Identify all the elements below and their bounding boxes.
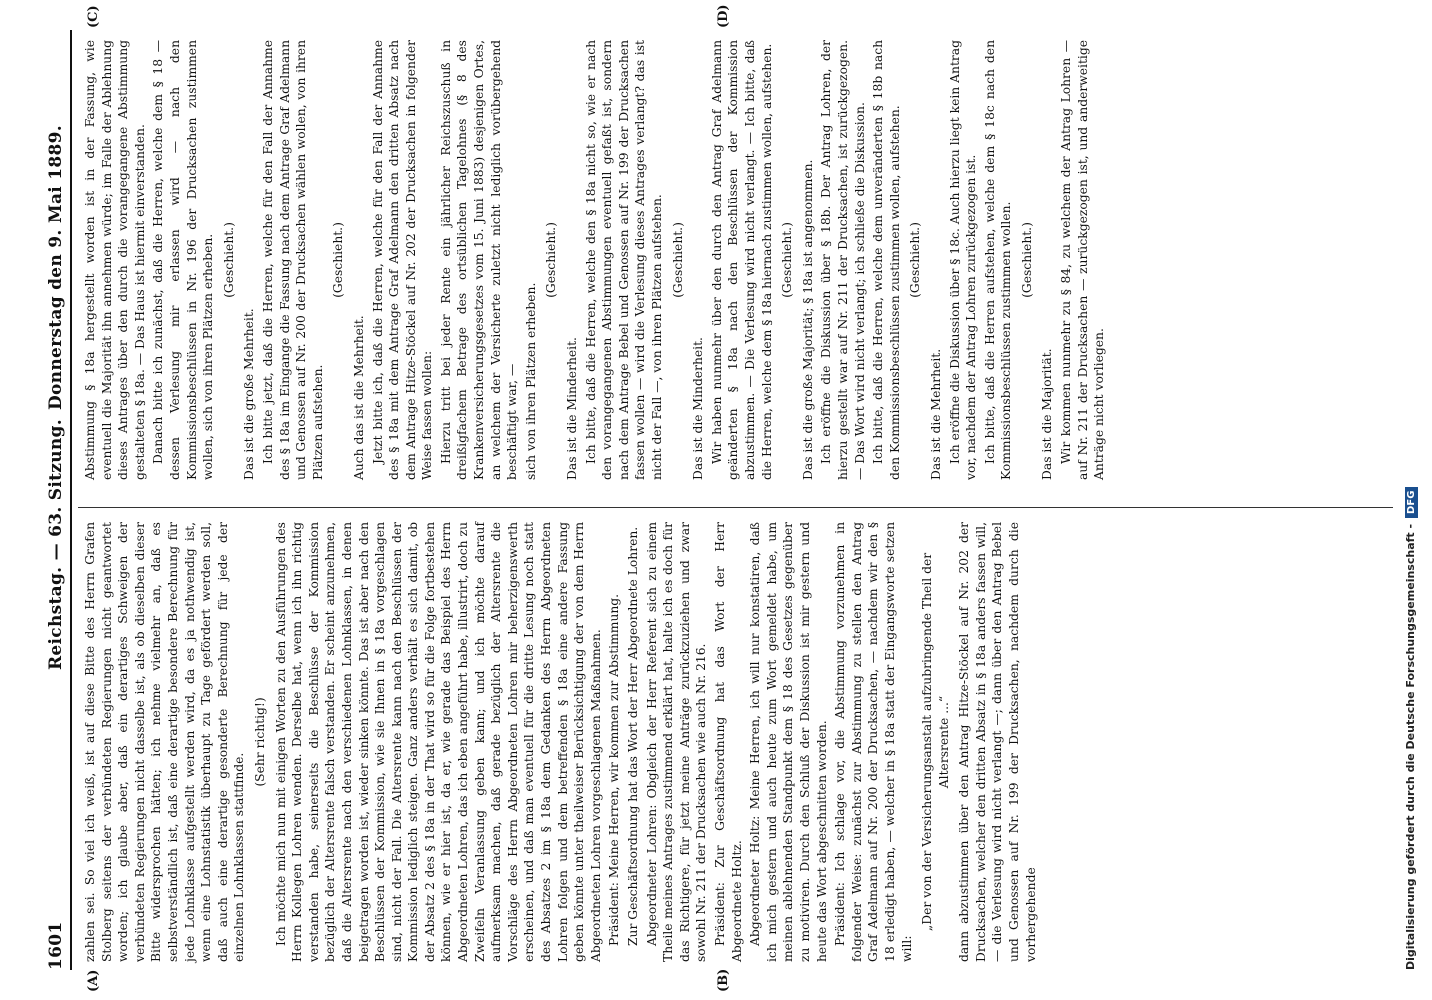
paragraph: Ich bitte, daß die Herren, welche dem unveränderten § 18b nach den Kommissionsbeschlüssen zustimmen wollen, aufstehen. (871, 40, 902, 480)
paragraph: Auch das ist die Mehrheit. (351, 315, 366, 480)
interjection: (Geschieht.) (908, 222, 923, 298)
interjection: (Geschieht.) (544, 222, 559, 298)
margin-marker-b: (B) (716, 968, 731, 992)
paragraph: zahlen sei. So viel ich weiß, ist auf diese Bitte des Herrn Grafen Stolberg seitens der verbündeten Regierungen nicht geantwortet worden; ich glaube aber, daß ein derartiges Schweigen der verbündeten Regierungen nicht dasselbe ist, als ob dieselben dieser Bitte widersprochen hätten; ich nehme vielmehr an, daß es selbstverständlich ist, daß eine derartige besondere Berechnung für jede Lohnklasse aufgestellt werden wird, da es ja nothwendig ist, wenn eine Lohnstatistik überhaupt zu Tage gefördert werden soll, daß auch eine derartige gesonderte Berechnung für jede der einzelnen Lohnklassen stattfinde. (83, 522, 247, 962)
paragraph: Ich bitte jetzt, daß die Herren, welche für den Fall der Annahme des § 18a im Eingange die Fassung nach dem Antrage Graf Adelmann und Genossen auf Nr. 200 der Drucksachen wählen wollen, von ihren Plätzen aufstehen. (260, 40, 325, 480)
paragraph: Abstimmung § 18a hergestellt worden ist in der Fassung, wie eventuell die Majorität ihn annehmen würde; im Falle der Ablehnung dieses Antrages über den durch die vorangegangene Abstimmung gestalteten § 18a. — Das Haus ist hiermit einverstanden. (83, 40, 147, 480)
paragraph: Ich bitte, daß die Herren, welche den § 18a nicht so, wie er nach den vorangegangenen Abstimmungen eventuell gefaßt ist, sondern nach dem Antrage Bebel und Genossen auf Nr. 199 der Drucksachen fassen wollen — wird die Verlesung dieses Antrages verlangt? das ist nicht der Fall —, von ihren Plätzen aufstehen. (583, 40, 664, 480)
paragraph: Ich eröffne die Diskussion über § 18b. Der Antrag Lohren, der hierzu gestellt war auf Nr. 211 der Drucksachen, ist zurückgezogen. — Das Wort wird nicht verlangt; ich schließe die Diskussion. (819, 40, 867, 480)
paragraph: sich von ihren Plätzen erheben. (523, 282, 538, 480)
paragraph: Jetzt bitte ich, daß die Herren, welche für den Fall der Annahme des § 18a mit dem Antrage Graf Adelmann den dritten Absatz nach dem Antrage Hitze-Stöckel auf Nr. 202 der Drucksachen in folgender Weise fassen wollen: (370, 40, 435, 480)
paragraph: Das ist die Majorität. (1040, 348, 1055, 480)
paragraph: Danach bitte ich zunächst, daß die Herren, welche dem § 18 — dessen Verlesung mir erlassen wird — nach den Kommissionsbeschlüssen in Nr. 196 der Drucksachen zustimmen wollen, sich von ihren Plätzen erheben. (151, 40, 216, 480)
paragraph: Das ist die Minderheit. (691, 337, 706, 480)
interjection: (Geschieht.) (670, 222, 685, 298)
paragraph: Ich möchte mich nun mit einigen Worten zu den Ausführungen des Herrn Kollegen Lohren wenden. Derselbe hat, wenn ich ihn richtig verstanden habe, seinerseits die Beschlüsse der Kommission bezüglich der Altersrente falsch verstanden. Er scheint anzunehmen, daß die Altersrente nach den verschiedenen Lohnklassen, in denen beigetragen worden ist, wieder sinken könnte. Das ist aber nach den Beschlüssen der Kommission, wie sie Ihnen in § 18a vorgeschlagen sind, nicht der Fall. Die Altersrente kann nach den Beschlüssen der Kommission lediglich steigen. Ganz anders verhält es sich damit, ob der Absatz 2 des § 18a in der That wird so für die Folge fortbestehen können, wie er hier ist, da er, wie gerade das Beispiel des Herrn Abgeordneten Lohren, das ich eben angeführt habe, illustrirt, doch zu Zweifeln Veranlassung geben kann; und ich möchte darauf aufmerksam machen, daß gerade bezüglich der Altersrente die Vorschläge des Herrn Abgeordneten Lohren mir beherzigenswerth erscheinen, und daß man eventuell für die dritte Lesung noch statt des Absatzes 2 im § 18a dem Gedanken des Herrn Abgeordneten Lohren folgen und dem betreffenden § 18a eine andere Fassung geben könnte unter theilweiser Berücksichtigung der von dem Herrn Abgeordneten Lohren vorgeschlagenen Maßnahmen. (273, 522, 603, 962)
interjection: (Geschieht.) (331, 222, 346, 298)
digitization-credit (1404, 30, 1418, 970)
quotation: „Der von der Versicherungsanstalt aufzubringende Theil der Altersrente ...“ (920, 552, 951, 932)
interjection: (Geschieht.) (1019, 222, 1034, 298)
column-divider (78, 507, 1393, 508)
margin-marker-a: (A) (86, 969, 101, 992)
paragraph: Zur Geschäftsordnung hat das Wort der Herr Abgeordnete Lohren. (626, 526, 640, 946)
quotation: Hierzu tritt bei jeder Rente ein jährlicher Reichszuschuß in dreißigfachem Betrage des ortsüblichen Tagelohnes (§ 8 des Krankenversicherungsgesetzes vom 15. Juni 1883) desjenigen Ortes, an welchem der Versicherte zuletzt nicht lediglich vorübergehend beschäftigt war, — (438, 40, 520, 480)
margin-marker-d: (D) (716, 4, 731, 28)
left-text-column (82, 522, 1041, 962)
page-header-title: Reichstag. — 63. Sitzung. (46, 419, 66, 670)
paragraph: Präsident: Zur Geschäftsordnung hat das Wort der Herr Abgeordnete Holtz. (712, 522, 744, 962)
paragraph: Das ist die Mehrheit. (928, 348, 943, 480)
interjection: (Geschieht.) (780, 222, 795, 298)
interjection: (Sehr richtig!) (252, 697, 267, 787)
paragraph: Das ist die große Mehrheit. (242, 308, 257, 480)
paragraph: Abgeordneter Holtz: Meine Herren, ich will nur konstatiren, daß ich mich gestern und auch heute zum Wort gemeldet habe, um meinen ablehnenden Standpunkt dem § 18 des Gesetzes gegenüber zu motiviren. Durch den Schluß der Diskussion ist mir gestern und heute das Wort abgeschnitten worden. (748, 522, 829, 962)
header-rule (70, 30, 72, 970)
paragraph: Ich bitte, daß die Herren aufstehen, welche dem § 18c nach den Kommissionsbeschlüssen zustimmen wollen. (982, 40, 1014, 480)
paragraph: Präsident: Ich schlage vor, die Abstimmung vorzunehmen in folgender Weise: zunächst zur Abstimmung zu stellen den Antrag Graf Adelmann auf Nr. 200 der Drucksachen, — nachdem wir den § 18 erledigt haben, — welcher in § 18a statt der Eingangsworte setzen will: (833, 522, 914, 962)
interjection: (Geschieht.) (221, 222, 236, 298)
paragraph: Wir kommen nunmehr zu § 84, zu welchem der Antrag Lohren — auf Nr. 211 der Drucksachen — zurückgezogen ist, und anderweitige Anträge nicht vorliegen. (1059, 40, 1107, 480)
paragraph: Präsident: Meine Herren, wir kommen zur Abstimmung. (607, 593, 622, 946)
page-number: 1601 (46, 921, 66, 970)
margin-marker-c: (C) (86, 5, 101, 28)
credit-text: Digitalisierung gefördert durch die Deutsche Forschungsgemeinschaft - (1404, 523, 1417, 970)
paragraph: dann abzustimmen über den Antrag Hitze-Stöckel auf Nr. 202 der Drucksachen, welcher den dritten Absatz in § 18a anders fassen will, — die Verlesung wird nicht verlangt —; dann über den Antrag Bebel und Genossen auf Nr. 199 der Drucksachen, nachdem durch die vorhergehende (957, 522, 1038, 962)
page-header-date: Donnerstag den 9. Mai 1889. (46, 124, 66, 410)
right-text-column (82, 40, 1110, 480)
paragraph: Das ist die große Majorität; § 18a ist angenommen. (800, 159, 815, 480)
paragraph: Ich eröffne die Diskussion über § 18c. Auch hierzu liegt kein Antrag vor, nachdem der Antrag Lohren zurückgezogen ist. (947, 40, 979, 480)
paragraph: Wir haben nunmehr über den durch den Antrag Graf Adelmann geänderten § 18a nach den Beschlüssen der Kommission abzustimmen. — Die Verlesung wird nicht verlangt. — Ich bitte, daß die Herren, welche dem § 18a hiernach zustimmen wollen, aufstehen. (709, 40, 774, 480)
paragraph: Abgeordneter Lohren: Obgleich der Herr Referent sich zu einem Theile meines Antrages zustimmend erklärt hat, halte ich es doch für das Richtigere, für jetzt meine Anträge zurückzuziehen und zwar sowohl Nr. 211 der Drucksachen wie auch Nr. 216. (644, 522, 709, 962)
paragraph: Das ist die Minderheit. (565, 337, 580, 480)
dfg-logo: DFG (1405, 487, 1418, 518)
